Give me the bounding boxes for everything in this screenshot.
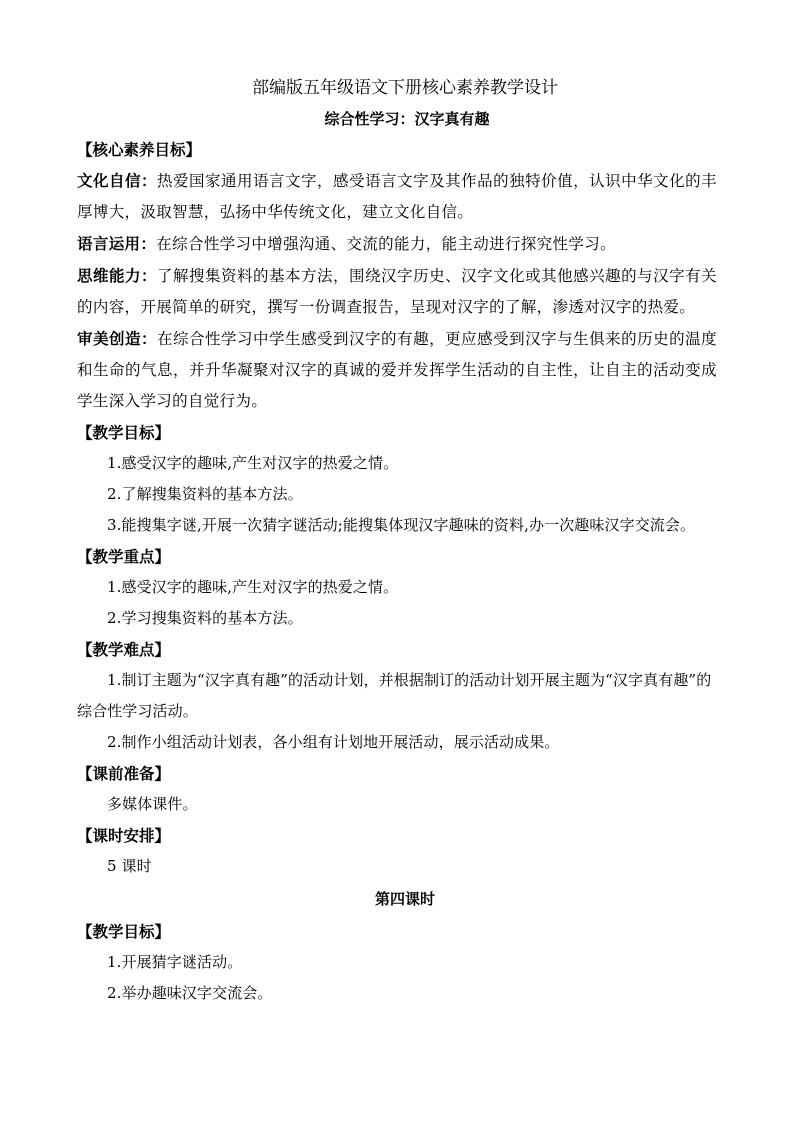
teaching-goal-item: 1.感受汉字的趣味,产生对汉字的热爱之情。 (107, 454, 399, 472)
teaching-goal-item: 3.能搜集字谜,开展一次猜字谜活动;能搜集体现汉字趣味的资料,办一次趣味汉字交流会。 (107, 516, 696, 534)
preparation-text: 多媒体课件。 (107, 795, 198, 813)
core-goal-label: 审美创造： (77, 329, 158, 348)
document-subtitle: 综合性学习：汉字真有趣 (324, 110, 490, 128)
teaching-goal-item: 2.了解搜集资料的基本方法。 (107, 485, 303, 503)
teaching-goals-heading: 【教学目标】 (77, 423, 171, 442)
lesson-goals-heading: 【教学目标】 (77, 922, 171, 941)
core-goal-text: 在综合性学习中学生感受到汉字的有趣，更应感受到汉字与生俱来的历史的温度和生命的气息，并升华凝聚对汉字的真诚的爱并发挥学生活动的自主性，让自主的活动变成学生深入学习的自觉行为。 (77, 330, 717, 410)
core-goal-thinking (77, 260, 717, 323)
lesson-goal-item: 2.举办趣味汉字交流会。 (107, 984, 273, 1002)
document-title: 部编版五年级语文下册核心素养教学设计 (252, 78, 558, 98)
schedule-text: 5 课时 (107, 857, 152, 875)
core-goal-label: 语言运用： (77, 234, 157, 253)
core-goals-heading: 【核心素养目标】 (77, 140, 202, 159)
core-goal-label: 思维能力： (77, 266, 158, 285)
core-goal-language (77, 228, 717, 260)
key-points-heading: 【教学重点】 (77, 547, 171, 566)
key-point-item: 2.学习搜集资料的基本方法。 (107, 609, 303, 627)
core-goal-text: 了解搜集资料的基本方法，围绕汉字历史、汉字文化或其他感兴趣的与汉字有关的内容，开展简单的研究，撰写一份调查报告，呈现对汉字的了解，渗透对汉字的热爱。 (77, 267, 717, 316)
key-point-item: 1.感受汉字的趣味,产生对汉字的热爱之情。 (107, 578, 399, 596)
lesson-title: 第四课时 (374, 890, 435, 908)
core-goal-text: 在综合性学习中增强沟通、交流的能力，能主动进行探究性学习。 (156, 235, 616, 253)
preparation-heading: 【课前准备】 (77, 764, 171, 783)
schedule-heading: 【课时安排】 (77, 826, 171, 845)
difficult-points-heading: 【教学难点】 (77, 640, 171, 659)
document-page (77, 72, 717, 1009)
core-goal-text: 热爱国家通用语言文字，感受语言文字及其作品的独特价值，认识中华文化的丰厚博大，汲取智慧，弘扬中华传统文化，建立文化自信。 (77, 172, 717, 221)
difficult-point-item: 2.制作小组活动计划表，各小组有计划地开展活动，展示活动成果。 (107, 733, 560, 751)
core-goal-label: 文化自信： (77, 171, 158, 190)
core-goal-aesthetic (77, 323, 717, 417)
core-goal-culture (77, 165, 717, 228)
difficult-point-item: 1.制订主题为“汉字真有趣”的活动计划，并根据制订的活动计划开展主题为“汉字真有趣”的综合性学习活动。 (77, 671, 712, 720)
lesson-goal-item: 1.开展猜字谜活动。 (107, 953, 243, 971)
